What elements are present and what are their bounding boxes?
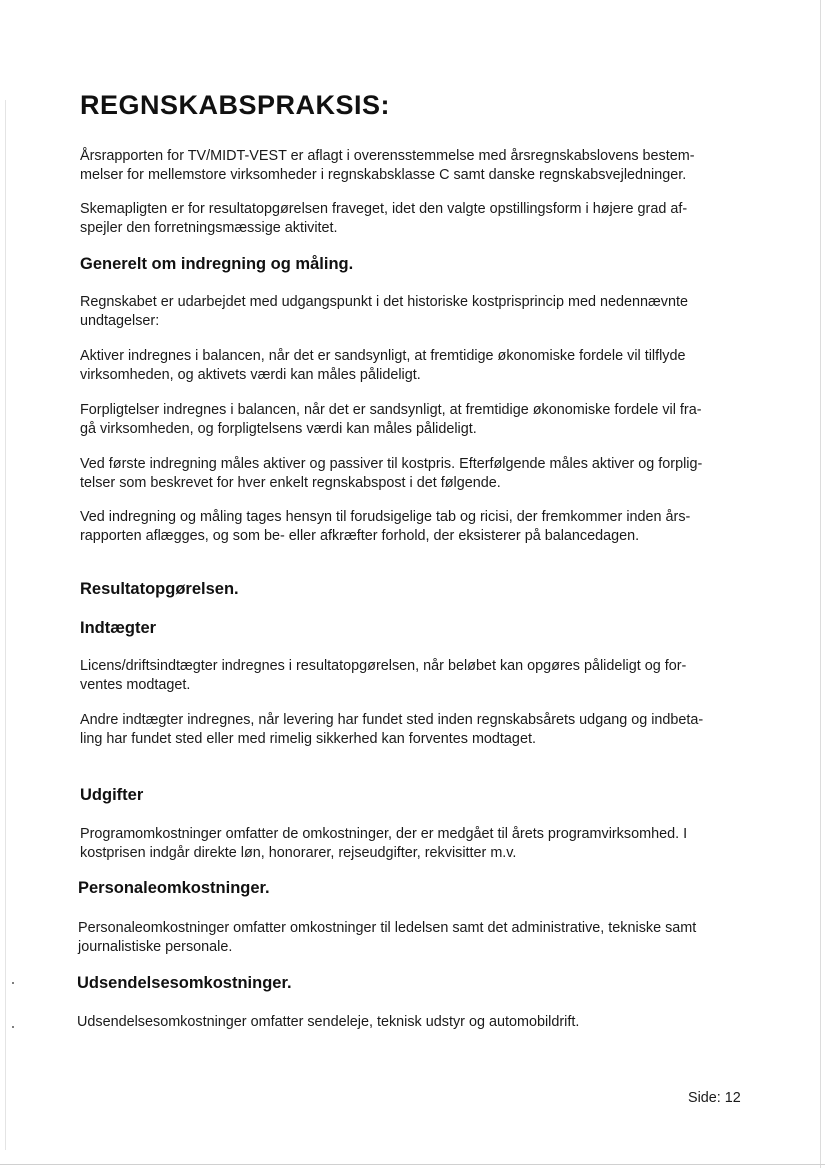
- paragraph-other-income: Andre indtægter indregnes, når levering har fundet sted inden regnskabsårets udgang og indbeta- ling har fundet sted eller med rimelig sikkerhed kan forventes modtaget.: [80, 712, 704, 747]
- paragraph-liabilities: Forpligtelser indregnes i balancen, når det er sandsynligt, at fremtidige økonomiske fordele vil fra- gå virksomheden, og forpligtelsens værdi kan måles pålideligt.: [80, 402, 702, 437]
- section-heading-recognition: Generelt om indregning og måling.: [80, 255, 354, 273]
- section-heading-staff-costs: Personaleomkostninger.: [78, 879, 270, 897]
- section-heading-broadcast-costs: Udsendelsesomkostninger.: [77, 974, 292, 992]
- paragraph-cost-principle: Regnskabet er udarbejdet med udgangspunkt i det historiske kostprisprincip med nedennævnte undtagelser:: [80, 294, 688, 329]
- page-title: REGNSKABSPRAKSIS:: [80, 90, 391, 120]
- paragraph-programme-costs: Programomkostninger omfatter de omkostninger, der er medgået til årets programvirksomhed. I kostprisen indgår direkte løn, honorarer, rejseudgifter, rekvisitter m.v.: [80, 826, 688, 861]
- section-heading-income: Indtægter: [80, 619, 157, 637]
- scan-edge-right: [820, 0, 821, 1168]
- scan-speck: [12, 1026, 14, 1028]
- section-heading-income-statement: Resultatopgørelsen.: [80, 580, 239, 598]
- paragraph-losses-risks: Ved indregning og måling tages hensyn til forudsigelige tab og ricisi, der fremkommer inden års- rapporten aflægges, og som be- eller afkræfter forhold, der eksisterer på balancedagen.: [80, 509, 691, 544]
- paragraph-initial-measurement: Ved første indregning måles aktiver og passiver til kostpris. Efterfølgende måles aktiver og forplig- telser som beskrevet for hver enkelt regnskabspost i det følgende.: [80, 456, 703, 491]
- section-heading-expenses: Udgifter: [80, 786, 144, 804]
- paragraph-intro: Årsrapporten for TV/MIDT-VEST er aflagt i overensstemmelse med årsregnskabslovens bestem- melser for mellemstore virksomheder i regnskabsklasse C samt danske regnskabsvejledninger.: [80, 148, 695, 183]
- paragraph-assets: Aktiver indregnes i balancen, når det er sandsynligt, at fremtidige økonomiske fordele vil tilflyde virksomheden, og aktivets værdi kan måles pålideligt.: [80, 348, 686, 383]
- scan-speck: [12, 982, 14, 984]
- scan-edge-left: [5, 100, 6, 1150]
- paragraph-broadcast-costs: Udsendelsesomkostninger omfatter sendeleje, teknisk udstyr og automobildrift.: [77, 1014, 580, 1030]
- paragraph-licence-income: Licens/driftsindtægter indregnes i resultatopgørelsen, når beløbet kan opgøres pålideligt og for- ventes modtaget.: [80, 658, 687, 693]
- paragraph-schema: Skemapligten er for resultatopgørelsen fraveget, idet den valgte opstillingsform i højere grad af- spejler den forretningsmæssige aktivitet.: [80, 201, 688, 236]
- scan-edge-bottom: [0, 1164, 825, 1165]
- paragraph-staff-costs: Personaleomkostninger omfatter omkostninger til ledelsen samt det administrative, tekniske samt journalistiske personale.: [78, 920, 697, 955]
- page-number: Side: 12: [688, 1090, 741, 1106]
